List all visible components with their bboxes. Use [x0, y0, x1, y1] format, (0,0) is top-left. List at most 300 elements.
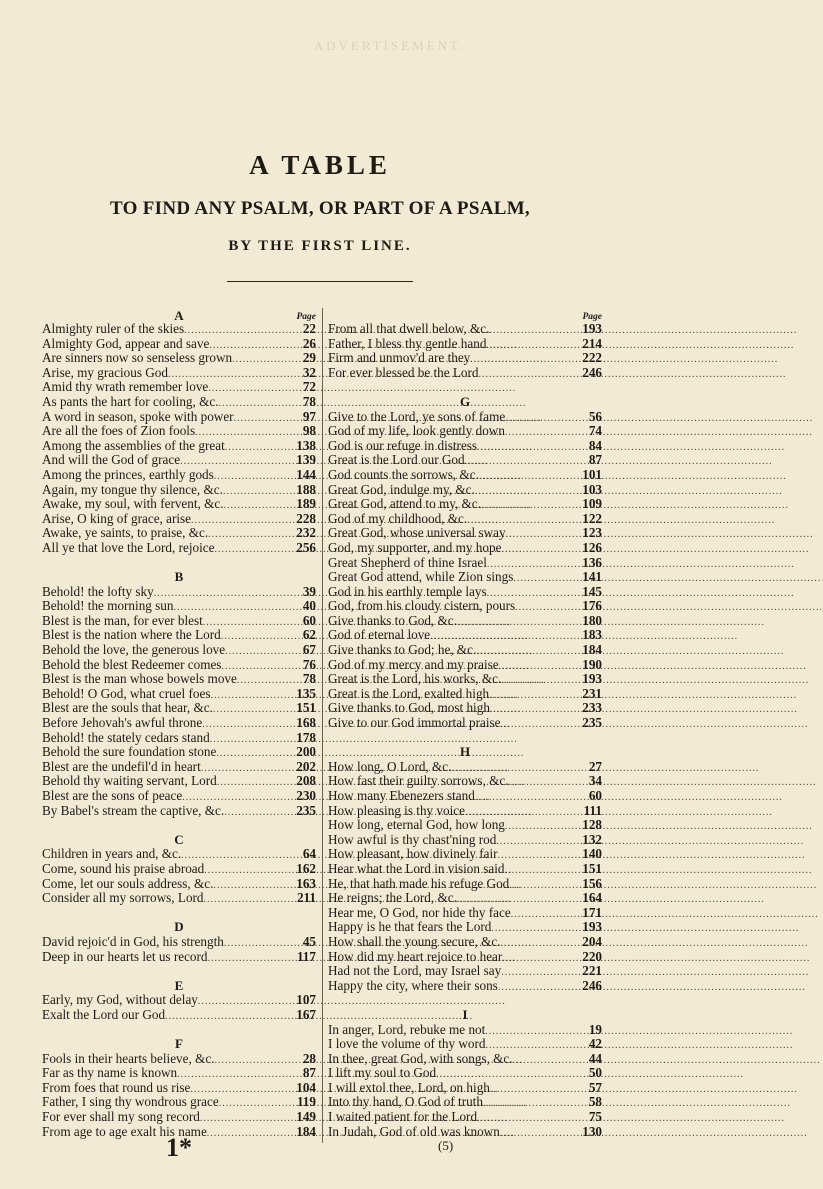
- dot-leader: [177, 1068, 294, 1083]
- page-number-ref: 84: [588, 437, 602, 453]
- first-line-text: I lift my soul to God: [328, 1065, 437, 1081]
- first-line-text: God of my life, look gently down: [328, 423, 505, 439]
- dot-leader: [224, 806, 294, 821]
- first-line-text: Into thy hand, O God of truth: [328, 1094, 483, 1110]
- page-number-ref: 232: [296, 525, 316, 541]
- page-number-ref: 221: [582, 963, 602, 979]
- index-entry: [42, 731, 316, 746]
- first-line-text: Give thanks to God, most high: [328, 700, 490, 716]
- page-number-ref: 87: [588, 452, 602, 468]
- index-entry: [328, 964, 602, 979]
- page-number-ref: 202: [296, 758, 316, 774]
- section-gap: [328, 993, 602, 1008]
- first-line-text: God of my mercy and my praise: [328, 656, 499, 672]
- page-number-ref: 111: [583, 802, 602, 818]
- index-entry: [42, 804, 316, 819]
- index-entry: [328, 1110, 602, 1125]
- index-entry: [328, 935, 602, 950]
- index-entry: [42, 512, 316, 527]
- index-entry: [328, 599, 602, 614]
- first-line-text: Among the princes, earthly gods: [42, 466, 214, 482]
- page-number-ref: 78: [302, 671, 316, 687]
- first-line-text: God of my childhood, &c.: [328, 510, 468, 526]
- index-entry: [42, 862, 316, 877]
- first-line-text: As pants the hart for cooling, &c.: [42, 393, 219, 409]
- page-number-ref: 183: [582, 627, 602, 643]
- first-line-text: Children in years and, &c.: [42, 846, 182, 862]
- index-entry: [42, 1095, 316, 1110]
- page-number-ref: 32: [302, 364, 316, 380]
- first-line-text: Among the assemblies of the great: [42, 437, 225, 453]
- index-entry: [42, 366, 316, 381]
- page-number-ref: 109: [582, 496, 602, 512]
- dot-leader: [208, 382, 294, 397]
- page-number-ref: 190: [582, 656, 602, 672]
- index-entry: [42, 760, 316, 775]
- page-number-ref: 103: [582, 481, 602, 497]
- first-line-text: I will extol thee, Lord, on high: [328, 1079, 490, 1095]
- first-line-text: Blest are the undefil'd in heart: [42, 758, 201, 774]
- index-entry: [42, 337, 316, 352]
- first-line-text: Happy is he that fears the Lord: [328, 919, 492, 935]
- index-entry: [42, 395, 316, 410]
- first-line-text: All ye that love the Lord, rejoice: [42, 539, 215, 555]
- page-label: Page: [582, 312, 602, 322]
- index-entry: [328, 643, 602, 658]
- index-entry: [42, 935, 316, 950]
- page-number-ref: 76: [302, 656, 316, 672]
- first-line-text: In thee, great God, with songs, &c.: [328, 1050, 513, 1066]
- index-entry: [328, 920, 602, 935]
- index-entry: [328, 906, 602, 921]
- index-entry: [328, 526, 602, 541]
- dot-leader: [498, 981, 580, 996]
- first-line-text: For ever blessed be the Lord: [328, 364, 479, 380]
- page-number-ref: 176: [582, 598, 602, 614]
- page-number-ref: 56: [588, 408, 602, 424]
- dot-leader: [204, 893, 294, 908]
- page-number-ref: 208: [296, 773, 316, 789]
- page-number-ref: 189: [296, 496, 316, 512]
- page-number-ref: 50: [588, 1065, 602, 1081]
- page-number-ref: 26: [302, 335, 316, 351]
- dot-leader: [219, 1097, 294, 1112]
- dot-leader: [475, 791, 580, 806]
- page-number-ref: 178: [296, 729, 316, 745]
- first-line-text: Before Jehovah's awful throne: [42, 715, 203, 731]
- index-entry: [328, 658, 602, 673]
- index-entry: [42, 1110, 316, 1125]
- first-line-text: Early, my God, without delay: [42, 992, 198, 1008]
- first-line-text: Awake, my soul, with fervent, &c.: [42, 496, 224, 512]
- page-number-ref: 42: [588, 1036, 602, 1052]
- first-line-text: From age to age exalt his name: [42, 1123, 207, 1139]
- dot-leader: [509, 879, 580, 894]
- first-line-text: Father, I sing thy wondrous grace: [42, 1094, 219, 1110]
- page-number-ref: 74: [588, 423, 602, 439]
- left-column: [42, 306, 316, 1139]
- first-line-text: In anger, Lord, rebuke me not: [328, 1021, 486, 1037]
- first-line-text: Great God, attend to my, &c.: [328, 496, 481, 512]
- dot-leader: [500, 1127, 580, 1142]
- dot-leader: [490, 1083, 580, 1098]
- first-line-text: He, that hath made his refuge God: [328, 875, 510, 891]
- index-entry: [42, 1081, 316, 1096]
- dot-leader: [216, 747, 294, 762]
- dot-leader: [501, 966, 580, 981]
- dot-leader: [501, 718, 581, 733]
- right-column: [328, 306, 602, 1139]
- page-number-ref: 78: [302, 393, 316, 409]
- page-number-ref: 136: [582, 554, 602, 570]
- page-number-ref: 34: [588, 773, 602, 789]
- dot-leader: [490, 703, 580, 718]
- first-line-text: God, my supporter, and my hope: [328, 539, 502, 555]
- page-number-ref: 180: [582, 612, 602, 628]
- page-number-ref: 67: [302, 642, 316, 658]
- page-number-ref: 123: [582, 525, 602, 541]
- first-line-text: God counts the sorrows, &c.: [328, 466, 479, 482]
- page-number-ref: 28: [302, 1050, 316, 1066]
- section-letter: G: [459, 393, 471, 409]
- dot-leader: [501, 543, 580, 558]
- first-line-text: Behold! the lofty sky: [42, 583, 154, 599]
- index-entry: [328, 439, 602, 454]
- index-entry: [42, 497, 316, 512]
- bleed-through-text: ADVERTISEMENT.: [313, 38, 467, 53]
- page-number: (5): [438, 1138, 454, 1153]
- index-entry: [328, 1095, 602, 1110]
- dot-leader: [505, 426, 580, 441]
- dot-leader: [457, 616, 580, 631]
- dot-leader: [221, 630, 294, 645]
- title-rule: [227, 281, 413, 282]
- index-entry: [42, 877, 316, 892]
- dot-leader: [208, 528, 294, 543]
- first-line-text: Behold the sure foundation stone: [42, 744, 217, 760]
- dot-leader: [481, 499, 580, 514]
- first-line-text: Arise, my gracious God: [42, 364, 168, 380]
- index-entry: [328, 497, 602, 512]
- dot-leader: [165, 1010, 294, 1025]
- index-entry: [328, 1066, 602, 1081]
- dot-leader: [501, 937, 581, 952]
- page-number-ref: 184: [296, 1123, 316, 1139]
- index-entry: [42, 993, 316, 1008]
- dot-leader: [224, 499, 294, 514]
- index-entry: [42, 410, 316, 425]
- dot-leader: [496, 835, 580, 850]
- index-entry: [328, 804, 602, 819]
- index-entry: [328, 614, 602, 629]
- dot-leader: [200, 1112, 294, 1127]
- first-line-text: How did my heart rejoice to hear: [328, 948, 503, 964]
- first-line-text: Behold the blest Redeemer comes: [42, 656, 222, 672]
- page-number-ref: 126: [582, 539, 602, 555]
- dot-leader: [470, 353, 580, 368]
- section-gap: [42, 818, 316, 833]
- page-number-ref: 139: [296, 452, 316, 468]
- page-number-ref: 149: [296, 1109, 316, 1125]
- index-entry: [42, 716, 316, 731]
- dot-leader: [513, 1054, 580, 1069]
- dot-leader: [499, 660, 580, 675]
- first-line-text: Hear me, O God, nor hide thy face: [328, 904, 511, 920]
- dot-leader: [475, 485, 580, 500]
- dot-leader: [208, 952, 294, 967]
- page-number-ref: 122: [582, 510, 602, 526]
- first-line-text: Come, sound his praise abroad: [42, 860, 205, 876]
- index-entry: [42, 483, 316, 498]
- first-line-text: Fools in their hearts believe, &c.: [42, 1050, 215, 1066]
- dot-leader: [489, 689, 580, 704]
- index-entry: [328, 483, 602, 498]
- page-number-ref: 184: [582, 642, 602, 658]
- index-entry: [42, 453, 316, 468]
- section-letter: C: [174, 831, 184, 847]
- first-line-text: Blest is the nation where the Lord: [42, 627, 221, 643]
- first-line-text: Great is the Lord, his works, &c.: [328, 671, 502, 687]
- first-line-text: Give thanks to God; he, &c.: [328, 642, 477, 658]
- page-number-ref: 164: [582, 890, 602, 906]
- index-entry: [328, 716, 602, 731]
- first-line-text: Hear what the Lord in vision said: [328, 860, 505, 876]
- page-subtitle: TO FIND ANY PSALM, OR PART OF A PSALM,: [110, 198, 530, 219]
- page-number-ref: 171: [582, 904, 602, 920]
- section-letter: E: [174, 977, 184, 993]
- index-entry: [42, 468, 316, 483]
- index-entry: [328, 789, 602, 804]
- page-number-ref: 128: [582, 817, 602, 833]
- index-entry: [42, 1008, 316, 1023]
- index-entry: [328, 1125, 602, 1140]
- page-number-ref: 27: [588, 758, 602, 774]
- first-line-text: He reigns; the Lord, &c.: [328, 890, 457, 906]
- dot-leader: [491, 922, 580, 937]
- first-line-text: Give thanks to God, &c.: [328, 612, 457, 628]
- index-entry: [328, 351, 602, 366]
- dot-leader: [501, 674, 580, 689]
- dot-leader: [502, 952, 580, 967]
- index-entry: [42, 1052, 316, 1067]
- page-number-ref: 101: [582, 466, 602, 482]
- index-entry: [328, 833, 602, 848]
- dot-leader: [198, 995, 294, 1010]
- index-entry: [42, 789, 316, 804]
- index-entry: [328, 760, 602, 775]
- page-number-ref: 39: [302, 583, 316, 599]
- page-number-ref: 58: [588, 1094, 602, 1110]
- index-entry: [328, 877, 602, 892]
- first-line-text: Awake, ye saints, to praise, &c.: [42, 525, 209, 541]
- first-line-text: Had not the Lord, may Israel say: [328, 963, 502, 979]
- first-line-text: How fast their guilty sorrows, &c.: [328, 773, 509, 789]
- first-line-text: For ever shall my song record: [42, 1109, 200, 1125]
- page-number-ref: 220: [582, 948, 602, 964]
- dot-leader: [489, 324, 580, 339]
- dot-leader: [154, 587, 294, 602]
- index-entry: [328, 337, 602, 352]
- dot-leader: [217, 776, 294, 791]
- dot-leader: [498, 849, 580, 864]
- first-line-text: Blest are the souls that hear, &c.: [42, 700, 213, 716]
- index-entry: [328, 1023, 602, 1038]
- index-entry: [328, 468, 602, 483]
- index-entry: [42, 1066, 316, 1081]
- dot-leader: [505, 864, 580, 879]
- first-line-text: A word in season, spoke with power: [42, 408, 234, 424]
- page-number-ref: 60: [588, 788, 602, 803]
- first-line-text: Father, I bless thy gentle hand: [328, 335, 487, 351]
- page-number-ref: 214: [582, 335, 602, 351]
- page-number-ref: 19: [588, 1021, 602, 1037]
- first-line-text: How long, eternal God, how long: [328, 817, 505, 833]
- first-line-text: Far as thy name is known: [42, 1065, 178, 1081]
- section-letter: A: [174, 308, 184, 323]
- first-line-text: How shall the young secure, &c.: [328, 933, 501, 949]
- page-number-ref: 87: [302, 1065, 316, 1081]
- page-number-ref: 167: [296, 1006, 316, 1022]
- page-number-ref: 151: [582, 860, 602, 876]
- page-number-ref: 246: [582, 364, 602, 380]
- first-line-text: David rejoic'd in God, his strength: [42, 933, 224, 949]
- page-number-ref: 60: [302, 612, 316, 628]
- index-entry: [42, 585, 316, 600]
- page-number-ref: 104: [296, 1079, 316, 1095]
- first-line-text: Give to the Lord, ye sons of fame: [328, 408, 506, 424]
- page-number-ref: 44: [588, 1050, 602, 1066]
- dot-leader: [225, 645, 294, 660]
- first-line-text: How pleasing is thy voice: [328, 802, 465, 818]
- page-number-ref: 45: [302, 933, 316, 949]
- index-entry: [328, 701, 602, 716]
- section-gap: [42, 906, 316, 921]
- dot-leader: [513, 572, 580, 587]
- index-entry: [42, 526, 316, 541]
- index-entry: [328, 322, 602, 337]
- first-line-text: God in his earthly temple lays: [328, 583, 487, 599]
- section-letter: F: [175, 1036, 183, 1052]
- index-entry: [42, 380, 316, 395]
- page-number-ref: 235: [582, 715, 602, 731]
- page-number-ref: 200: [296, 744, 316, 760]
- section-gap: [328, 731, 602, 746]
- first-line-text: By Babel's stream the captive, &c.: [42, 802, 225, 818]
- page-number-ref: 193: [582, 919, 602, 935]
- page-number-ref: 156: [582, 875, 602, 891]
- dot-leader: [215, 1054, 295, 1069]
- dot-leader: [479, 368, 580, 383]
- index-entry: [328, 687, 602, 702]
- first-line-text: How awful is thy chast'ning rod: [328, 831, 497, 847]
- first-line-text: From foes that round us rise: [42, 1079, 191, 1095]
- first-line-text: Exalt the Lord our God: [42, 1006, 166, 1022]
- index-entry: [328, 818, 602, 833]
- index-entry: [42, 745, 316, 760]
- page-number-ref: 117: [296, 948, 316, 964]
- dot-leader: [232, 353, 294, 368]
- section-letter: B: [174, 569, 184, 585]
- index-entry: [42, 847, 316, 862]
- first-line-text: Great is the Lord our God: [328, 452, 465, 468]
- page-number-ref: 235: [296, 802, 316, 818]
- page-number-ref: 130: [582, 1123, 602, 1139]
- first-line-text: Great God, indulge my, &c.: [328, 481, 475, 497]
- page-number-ref: 98: [302, 423, 316, 439]
- first-line-text: Blest are the sons of peace: [42, 788, 183, 803]
- first-line-text: Behold! the morning sun: [42, 598, 174, 614]
- first-line-text: From all that dwell below, &c.: [328, 321, 490, 336]
- index-entry: [328, 979, 602, 994]
- page-number-ref: 193: [582, 321, 602, 336]
- page-number-ref: 132: [582, 831, 602, 847]
- dot-leader: [506, 528, 580, 543]
- dot-leader: [477, 441, 580, 456]
- by-first-line-heading: BY THE FIRST LINE.: [228, 238, 412, 254]
- page-title: A TABLE: [249, 150, 391, 180]
- first-line-text: Almighty ruler of the skies: [42, 321, 185, 336]
- first-line-text: Happy the city, where their sons: [328, 977, 498, 993]
- page-number-ref: 141: [582, 569, 602, 585]
- section-letter: D: [174, 919, 184, 935]
- page-number-ref: 119: [296, 1094, 316, 1110]
- first-line-text: God is our refuge in distress: [328, 437, 478, 453]
- section-gap: [328, 380, 602, 395]
- dot-leader: [486, 339, 580, 354]
- index-entry: [42, 599, 316, 614]
- dot-leader: [515, 601, 580, 616]
- first-line-text: God, from his cloudy cistern, pours: [328, 598, 516, 614]
- first-line-text: Behold! the stately cedars stand: [42, 729, 210, 745]
- dot-leader: [224, 937, 294, 952]
- first-line-text: How many Ebenezers stand: [328, 788, 475, 803]
- first-line-text: Are all the foes of Zion fools: [42, 423, 196, 439]
- index-entry: [328, 628, 602, 643]
- dot-leader: [485, 1025, 580, 1040]
- dot-leader: [505, 412, 580, 427]
- index-entry: [42, 351, 316, 366]
- page-number-ref: 222: [582, 350, 602, 366]
- page-number-ref: 211: [296, 890, 316, 906]
- page-number-ref: 75: [588, 1109, 602, 1125]
- dot-leader: [210, 689, 294, 704]
- page-number-ref: 230: [296, 788, 316, 803]
- first-line-text: God of eternal love: [328, 627, 431, 643]
- index-entry: [42, 672, 316, 687]
- index-entry: [328, 1081, 602, 1096]
- first-line-text: Behold! O God, what cruel foes: [42, 685, 211, 701]
- index-entry: [328, 570, 602, 585]
- first-line-text: Deep in our hearts let us record: [42, 948, 208, 964]
- index-entry: [42, 628, 316, 643]
- index-entry: [328, 774, 602, 789]
- index-entry: [328, 585, 602, 600]
- page-number-ref: 162: [296, 860, 316, 876]
- page-column-header: [328, 306, 602, 322]
- dot-leader: [204, 864, 294, 879]
- page-number-ref: 145: [582, 583, 602, 599]
- index-entry: [328, 366, 602, 381]
- page-number-ref: 151: [296, 700, 316, 716]
- index-entry: [42, 950, 316, 965]
- page-number-ref: 138: [296, 437, 316, 453]
- first-line-text: Are sinners now so senseless grown: [42, 350, 233, 366]
- dot-leader: [214, 470, 294, 485]
- first-line-text: Behold thy waiting servant, Lord: [42, 773, 217, 789]
- index-entry: [328, 847, 602, 862]
- dot-leader: [479, 470, 580, 485]
- dot-leader: [223, 485, 294, 500]
